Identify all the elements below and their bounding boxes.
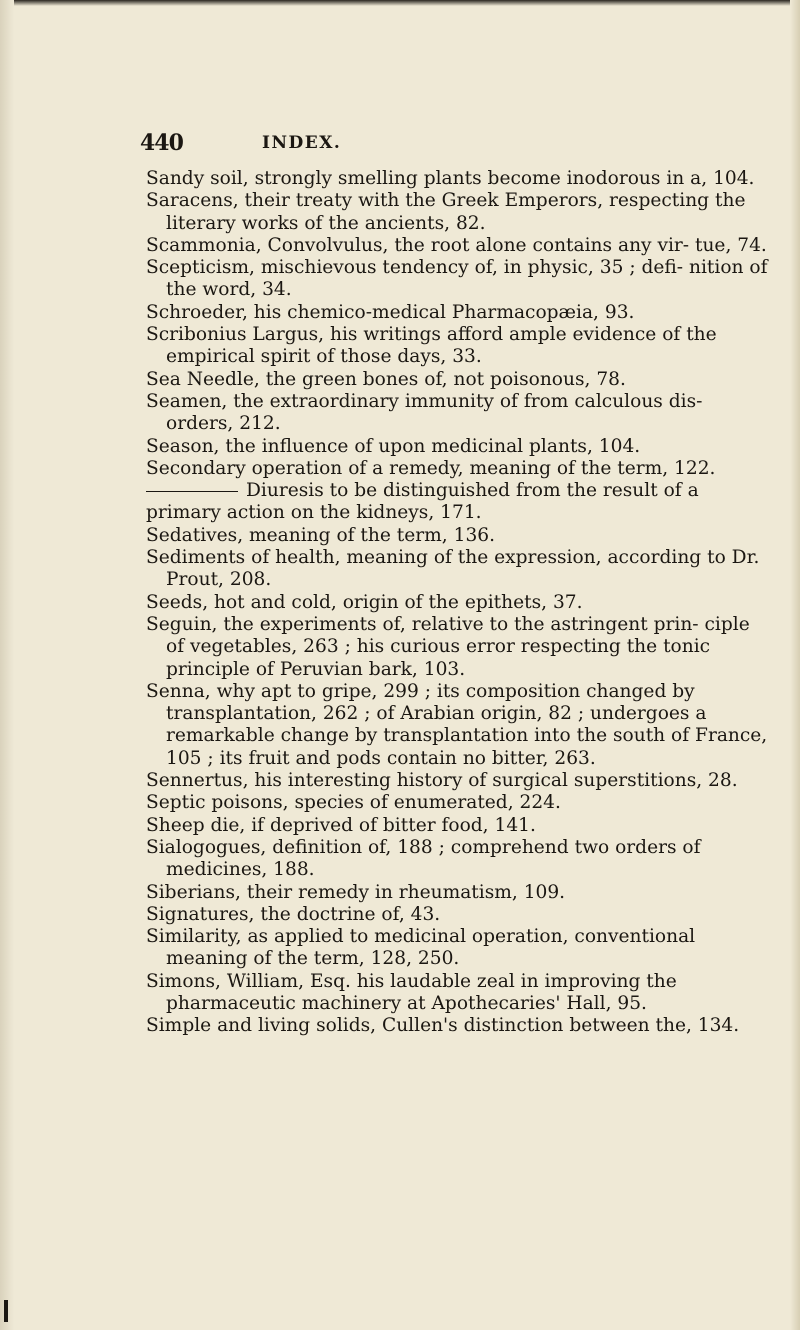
index-entry: Seamen, the extraordinary immunity of from calculous dis- orders, 212. [146,390,703,435]
index-entry: Saracens, their treaty with the Greek Emperors, respecting the literary works of the ancients, 82. [146,190,746,234]
index-entry: Scepticism, mischievous tendency of, in physic, 35 ; defi- nition of the word, 34. [146,257,768,301]
index-entry: Schroeder, his chemico-medical Pharmacopæia, 93. [146,301,635,323]
index-subentry [146,480,768,525]
index-entry: Simons, William, Esq. his laudable zeal in improving the pharmaceutic machinery at Apothecaries' Hall, 95. [146,970,677,1014]
page-header [140,130,760,160]
running-head: INDEX. [262,133,342,153]
index-entry: Siberians, their remedy in rheumatism, 109. [146,881,566,903]
margin-mark [4,1300,8,1322]
index-entry: Sedatives, meaning of the term, 136. [146,524,496,546]
index-entry: Sialogogues, definition of, 188 ; comprehend two orders of medicines, 188. [146,836,701,881]
index-entry: Simple and living solids, Cullen's distinction between the, 134. [146,1015,740,1037]
index-entry: Scammonia, Convolvulus, the root alone contains any vir- tue, 74. [146,234,767,256]
index-entries [146,168,768,1038]
index-entry: Season, the influence of upon medicinal plants, 104. [146,435,641,457]
index-entry: Seguin, the experiments of, relative to the astringent prin- ciple of vegetables, 263 ; his curious error respecting the tonic principle of Peruvian bark, 103. [146,613,750,680]
index-entry: Sea Needle, the green bones of, not poisonous, 78. [146,368,626,390]
index-entry: Scribonius Largus, his writings afford ample evidence of the empirical spirit of those days, 33. [146,324,717,368]
index-entry: Sediments of health, meaning of the expression, according to Dr. Prout, 208. [146,547,760,591]
page-number: 440 [140,130,183,156]
page-edge-right [790,0,800,1330]
page-edge-top [0,0,800,6]
index-entry: Sennertus, his interesting history of surgical superstitions, 28. [146,770,738,792]
index-entry: Sheep die, if deprived of bitter food, 141. [146,814,536,836]
index-entry: Similarity, as applied to medicinal operation, conventional meaning of the term, 128, 250. [146,926,696,970]
page-edge-left [0,0,14,1330]
index-entry: Secondary operation of a remedy, meaning of the term, 122. [146,457,716,479]
index-entry: Signatures, the doctrine of, 43. [146,903,441,925]
index-entry: Sandy soil, strongly smelling plants become inodorous in a, 104. [146,168,755,189]
index-entry: Seeds, hot and cold, origin of the epithets, 37. [146,591,583,613]
index-subentry-text: Diuresis to be distinguished from the result of a primary action on the kidneys, 171. [146,480,699,524]
index-entry: Senna, why apt to gripe, 299 ; its composition changed by transplantation, 262 ; of Arabian origin, 82 ; undergoes a remarkable change by transplantation into the south of France, 105 ; its fruit and pods contain no bitter, 263. [146,680,768,769]
index-entry: Septic poisons, species of enumerated, 224. [146,792,561,814]
ditto-dash [146,491,238,492]
